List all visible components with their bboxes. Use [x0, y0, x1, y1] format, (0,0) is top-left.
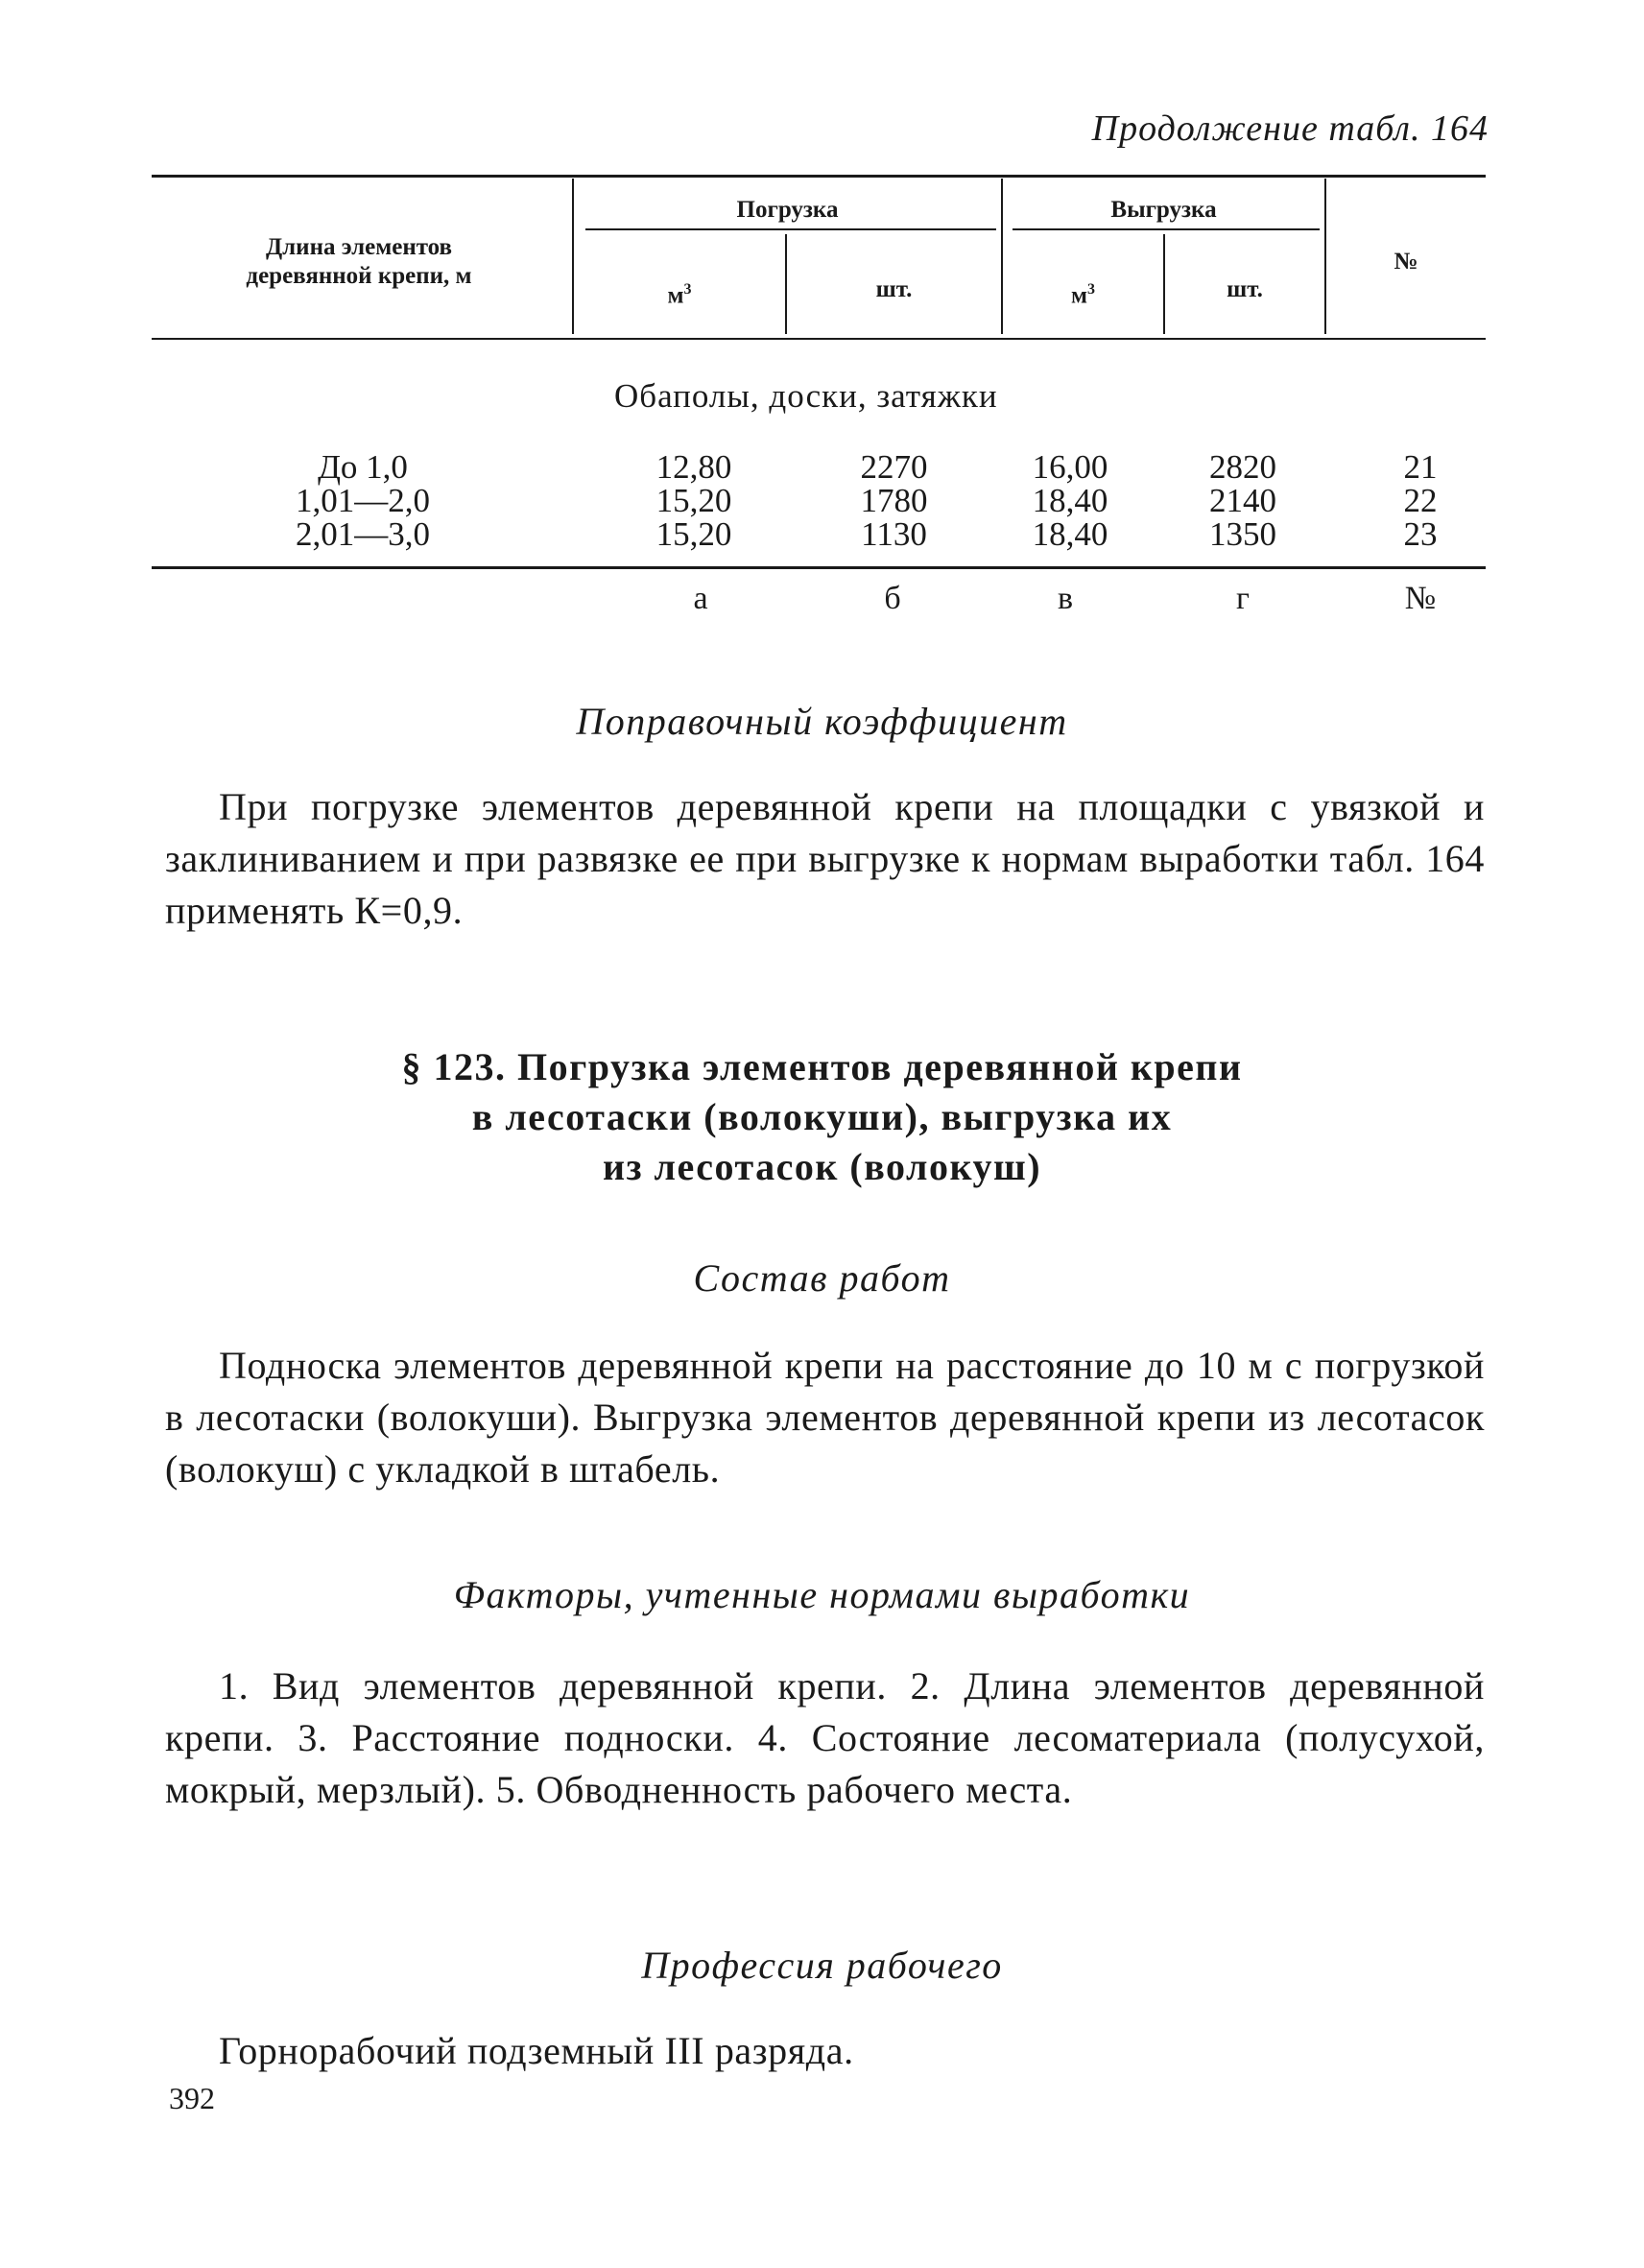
cell-load-m3: 15,20 [655, 482, 732, 519]
column-letter: № [1404, 581, 1437, 616]
section-title-line: из лесотасок (волокуш) [602, 1145, 1042, 1188]
section-title-line: § 123. Погрузка элементов деревянной крепи [401, 1045, 1243, 1088]
work-composition-text: Подноска элементов деревянной крепи на расстояние до 10 м с погрузкой в лесотаски (волокуши). Выгрузка элементов деревянной крепи из лесотасок (волокуш) с укладкой в штабель. [165, 1344, 1485, 1491]
header-length [152, 233, 566, 291]
factors-text: 1. Вид элементов деревянной крепи. 2. Длина элементов деревянной крепи. 3. Расстояние подноски. 4. Состояние лесоматериала (полусухой, мокрый, мерзлый). 5. Обводненность рабочего места. [165, 1664, 1485, 1811]
table-bottom-rule [152, 566, 1486, 569]
cell-unload-pcs: 2820 [1209, 448, 1276, 486]
column-letter: б [884, 581, 901, 616]
cell-load-m3: 15,20 [655, 515, 732, 553]
header-load-m3: $м^3$ [667, 281, 692, 309]
cell-load-pcs: 1130 [861, 515, 927, 553]
profession-heading: Профессия рабочего [641, 1944, 1003, 1987]
cell-load-m3: 12,80 [655, 448, 732, 486]
correction-text: При погрузке элементов деревянной крепи на площадки с увязкой и заклиниванием и при развязке ее при выгрузке к нормам выработки табл. 164 применять К=0,9. [165, 785, 1485, 932]
cell-unload-pcs: 2140 [1209, 482, 1276, 519]
cell-length: До 1,0 [318, 448, 408, 486]
cell-load-pcs: 1780 [860, 482, 928, 519]
section-title [0, 1042, 1644, 1192]
column-letter: г [1236, 581, 1250, 616]
factors-heading: Факторы, учтенные нормами выработки [453, 1573, 1191, 1616]
cell-length: 2,01—3,0 [296, 515, 430, 553]
column-letter: а [693, 581, 708, 616]
correction-heading: Поправочный коэффициент [576, 700, 1068, 743]
header-number: № [1394, 249, 1418, 275]
header-group-rule [585, 228, 996, 230]
cell-unload-pcs: 1350 [1209, 515, 1276, 553]
header-loading: Погрузка [736, 197, 839, 223]
column-letter: в [1057, 581, 1074, 616]
cell-number: 23 [1403, 515, 1438, 553]
table-continuation-label: Продолжение табл. 164 [1091, 108, 1489, 149]
work-composition-heading: Состав работ [693, 1256, 951, 1300]
header-load-pcs: шт. [875, 276, 913, 302]
header-unload-m3: $м^3$ [1070, 281, 1096, 309]
header-unloading: Выгрузка [1110, 197, 1217, 223]
header-unload-pcs: шт. [1227, 276, 1263, 302]
cell-length: 1,01—2,0 [296, 482, 430, 519]
header-length-line-1: Длина элементов [265, 234, 453, 260]
material-group-title: Обаполы, доски, затяжки [614, 377, 998, 415]
page-number: 392 [169, 2081, 215, 2115]
cell-unload-m3: 18,40 [1032, 482, 1108, 519]
header-length-line-2: деревянной крепи, м [246, 263, 472, 289]
cell-number: 22 [1403, 482, 1438, 519]
cell-number: 21 [1403, 448, 1438, 486]
cell-unload-m3: 18,40 [1032, 515, 1108, 553]
cell-unload-m3: 16,00 [1032, 448, 1108, 486]
profession-text: Горнорабочий подземный III разряда. [219, 2029, 854, 2072]
table-top-rule [152, 175, 1486, 178]
section-title-line: в лесотаски (волокуши), выгрузка их [471, 1095, 1173, 1138]
header-bottom-rule [152, 338, 1486, 340]
header-group-rule [1013, 228, 1320, 230]
cell-load-pcs: 2270 [860, 448, 928, 486]
